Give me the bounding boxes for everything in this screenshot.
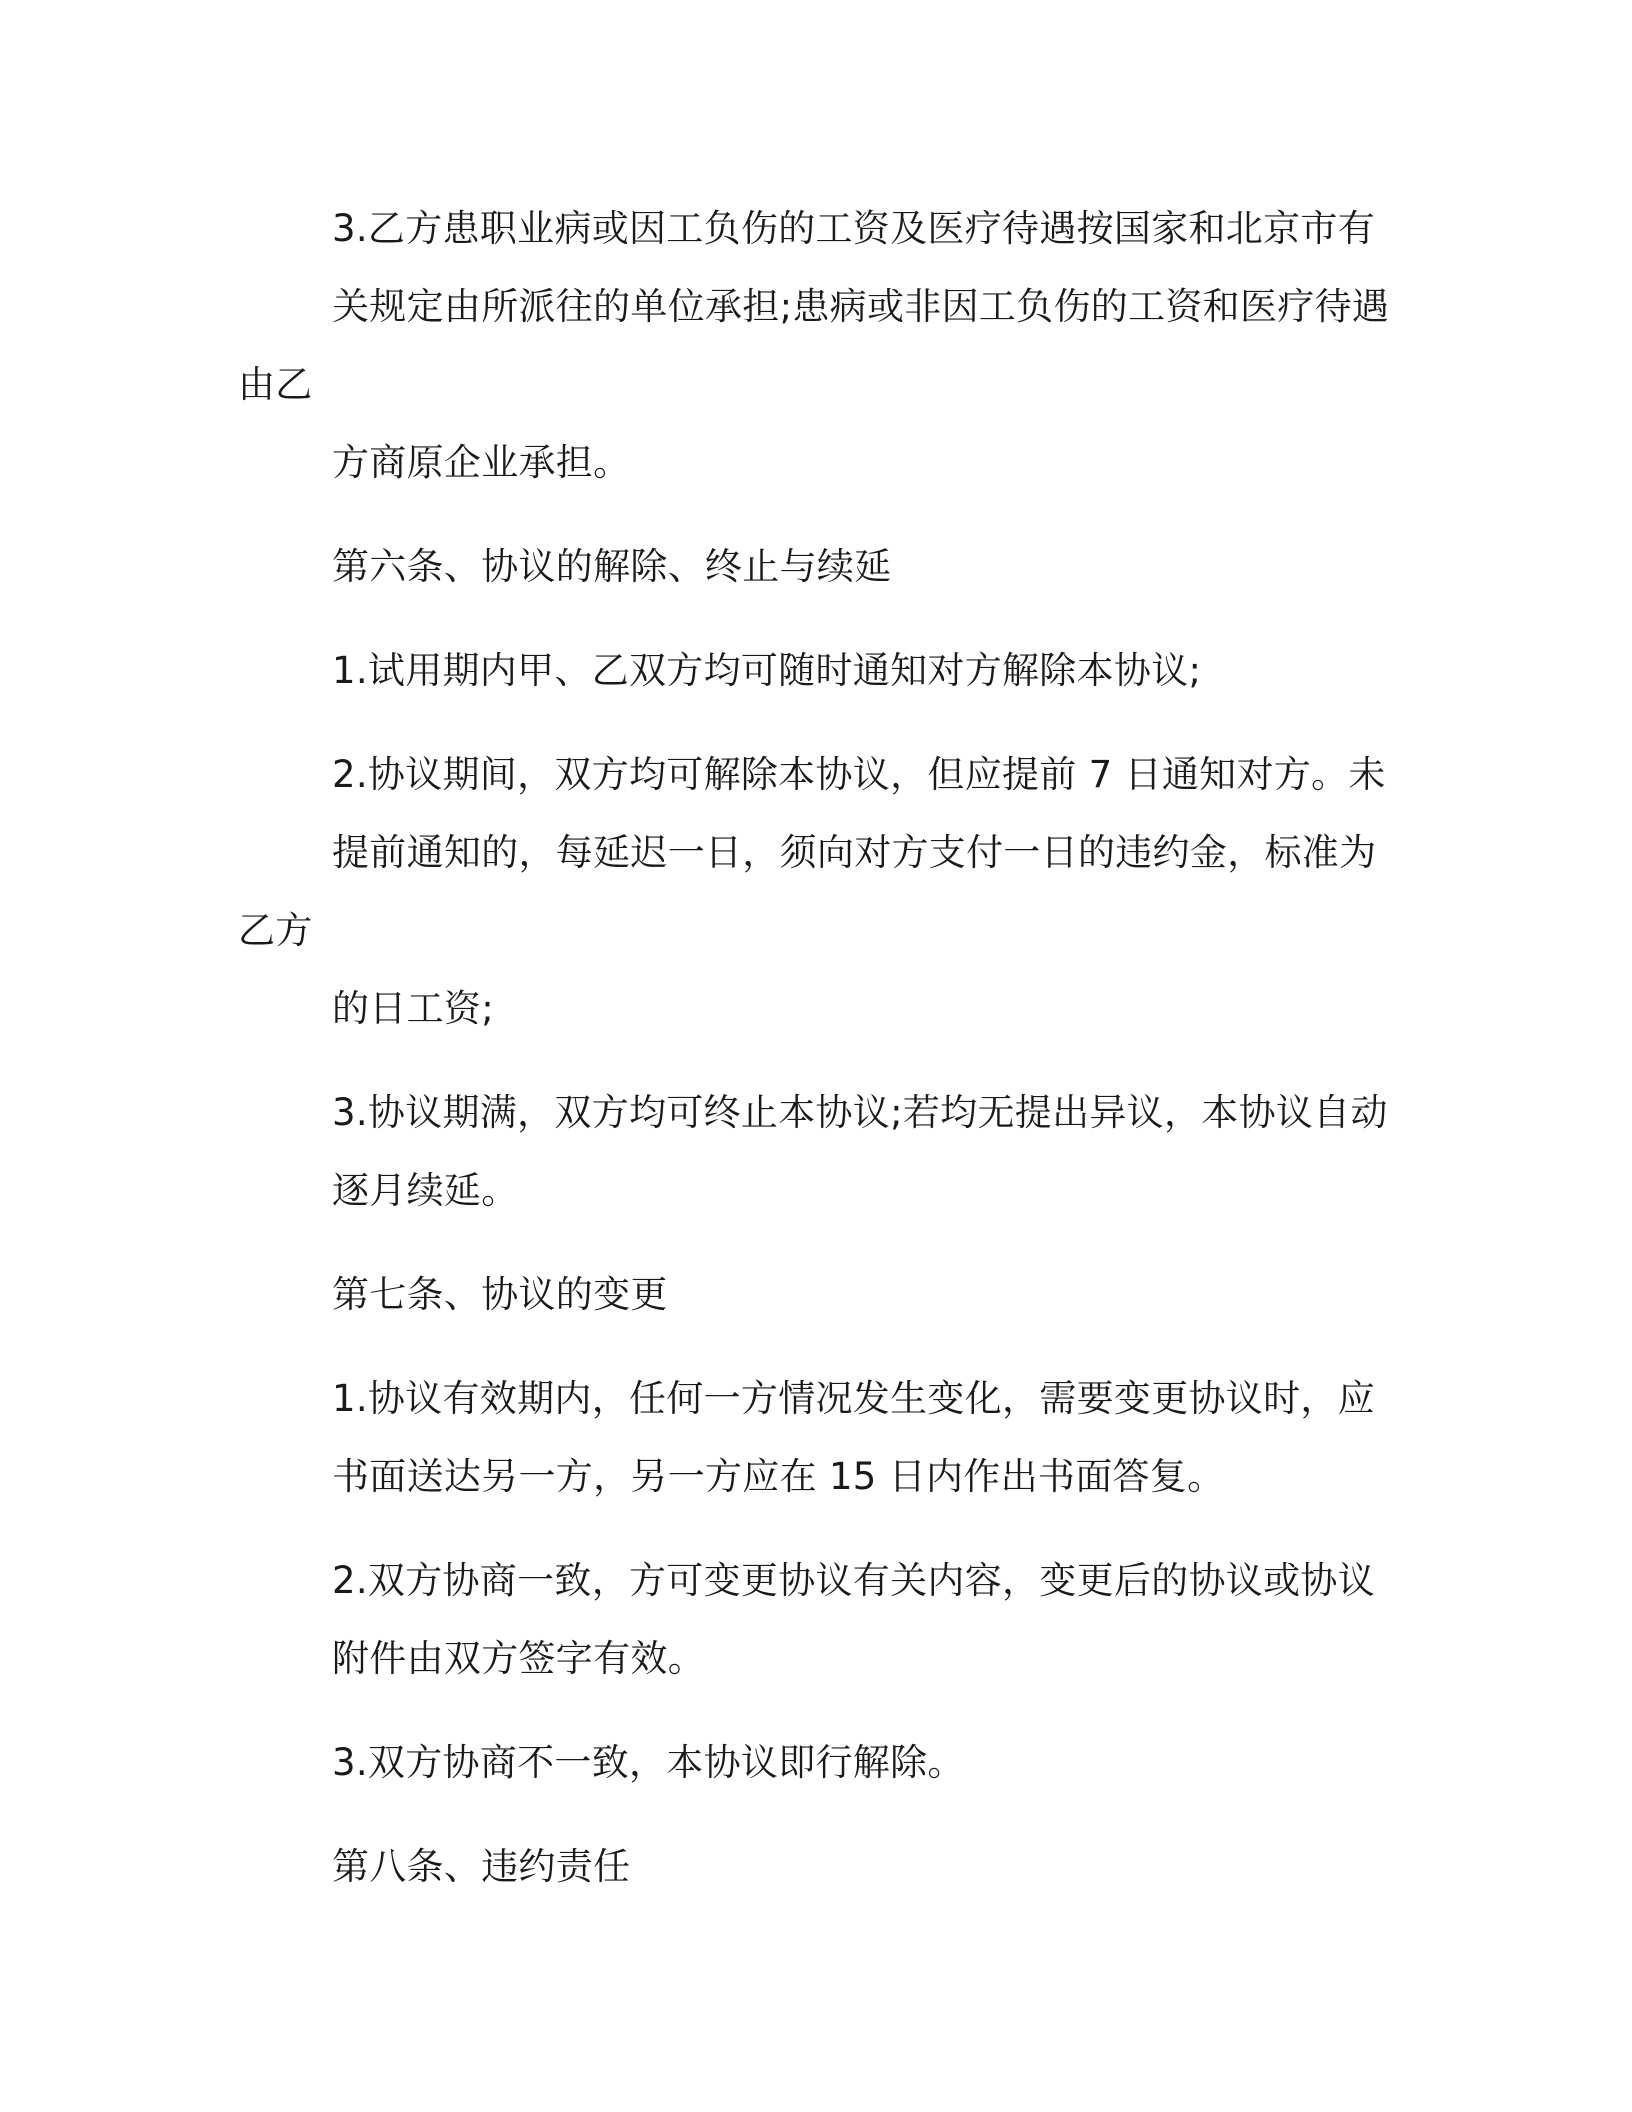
paragraph-7-3 (238, 1724, 1398, 1802)
heading-text: 第八条、违约责任 (332, 1845, 631, 1888)
paragraph-7-1 (238, 1360, 1398, 1516)
text-line: 3.双方协商不一致，本协议即行解除。 (332, 1741, 965, 1784)
text-line: 3.协议期满，双方均可终止本协议;若均无提出异议，本协议自动 (332, 1091, 1388, 1134)
heading-text: 第六条、协议的解除、终止与续延 (332, 545, 892, 588)
paragraph-7-2 (238, 1542, 1398, 1698)
text-line: 2.双方协商一致，方可变更协议有关内容，变更后的协议或协议 (332, 1559, 1375, 1602)
text-line: 的日工资; (332, 987, 494, 1030)
text-line: 关规定由所派往的单位承担;患病或非因工负伤的工资和医疗待遇由乙 (238, 285, 1390, 406)
document-body (238, 190, 1398, 1932)
heading-text: 第七条、协议的变更 (332, 1273, 668, 1316)
paragraph-6-2 (238, 736, 1398, 1048)
paragraph-6-3 (238, 1074, 1398, 1230)
text-line: 逐月续延。 (332, 1169, 519, 1212)
paragraph-5-3 (238, 190, 1398, 502)
text-line: 书面送达另一方，另一方应在 15 日内作出书面答复。 (332, 1455, 1225, 1498)
text-line: 方商原企业承担。 (332, 441, 631, 484)
section-heading-article-8 (238, 1828, 1398, 1906)
text-line: 2.协议期间，双方均可解除本协议，但应提前 7 日通知对方。未 (332, 753, 1386, 796)
text-line: 3.乙方患职业病或因工负伤的工资及医疗待遇按国家和北京市有 (332, 207, 1375, 250)
text-line: 附件由双方签字有效。 (332, 1637, 705, 1680)
text-line: 提前通知的，每延迟一日，须向对方支付一日的违约金，标准为乙方 (238, 831, 1377, 952)
text-line: 1.试用期内甲、乙双方均可随时通知对方解除本协议; (332, 649, 1202, 692)
section-heading-article-6 (238, 528, 1398, 606)
section-heading-article-7 (238, 1256, 1398, 1334)
text-line: 1.协议有效期内，任何一方情况发生变化，需要变更协议时，应 (332, 1377, 1375, 1420)
paragraph-6-1 (238, 632, 1398, 710)
